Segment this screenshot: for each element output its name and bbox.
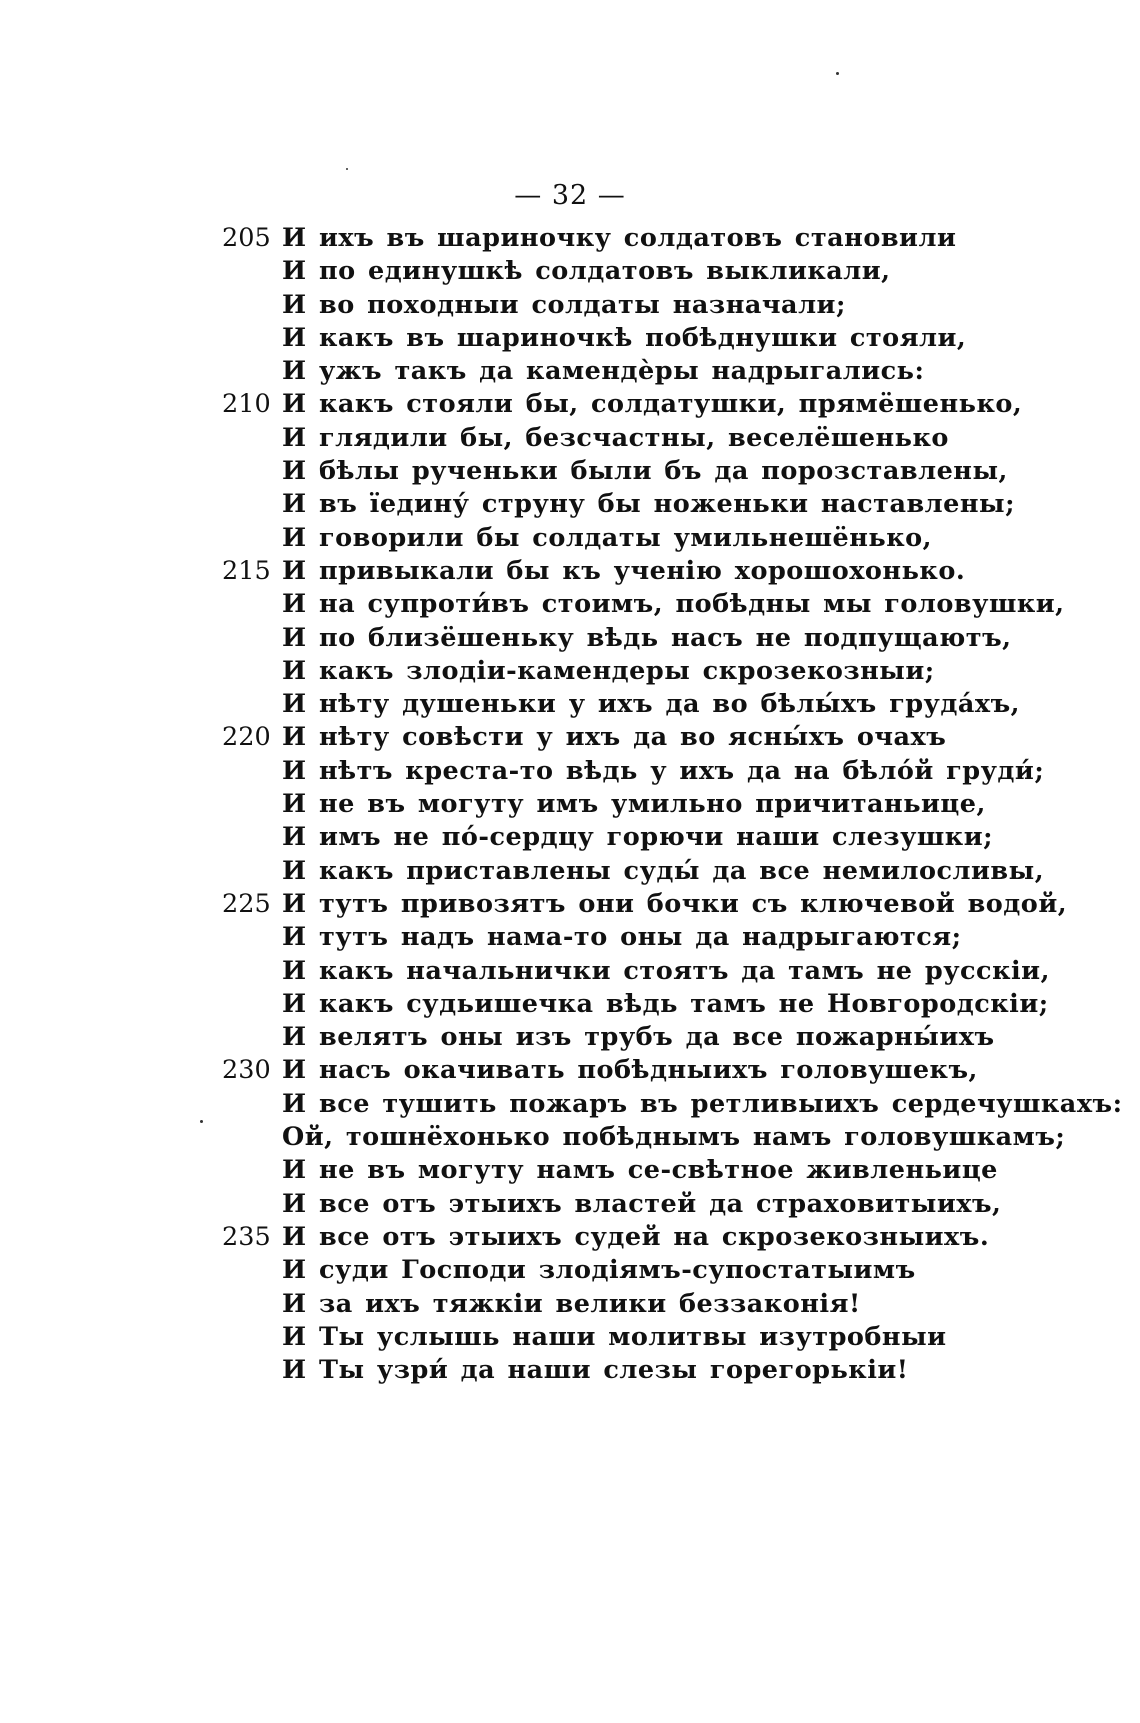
verse-line	[222, 1088, 1122, 1121]
verse-line	[222, 1354, 1122, 1387]
verse-text: И бѣлы рученьки были бъ да порозставлены,	[282, 456, 1008, 487]
verse-text: И все тушить пожаръ въ ретливыихъ сердечушкахъ:	[282, 1088, 1123, 1119]
verse-text: И тутъ привозятъ они бочки съ ключевой водой,	[282, 888, 1068, 919]
verse-text: И не въ могуту имъ умильно причитаньице,	[282, 789, 986, 820]
verse-line	[222, 855, 1122, 888]
verse-text: И имъ не по́-сердцу горючи наши слезушки;	[282, 822, 994, 853]
verse-text: И нѣтъ креста-то вѣдь у ихъ да на бѣло́й груди́;	[282, 755, 1045, 786]
verse-number: 215	[222, 555, 271, 586]
verse-text: И какъ злодіи-камендеры скрозекозныи;	[282, 655, 935, 686]
verse-line	[222, 588, 1122, 621]
verse-number: 220	[222, 722, 271, 753]
verse-line	[222, 921, 1122, 954]
verse-text: Ой, тошнёхонько побѣднымъ намъ головушкамъ;	[282, 1122, 1066, 1153]
verse-number: 235	[222, 1221, 271, 1252]
verse-line	[222, 955, 1122, 988]
verse-line	[222, 788, 1122, 821]
verse-text: И какъ судьишечка вѣдь тамъ не Новгородскіи;	[282, 988, 1049, 1019]
verse-line	[222, 422, 1122, 455]
verse-text: И на супроти́въ стоимъ, побѣдны мы головушки,	[282, 589, 1065, 620]
verse-text: И какъ стояли бы, солдатушки, прямёшенько,	[282, 389, 1023, 420]
verse-line	[222, 355, 1122, 388]
verse-line	[222, 821, 1122, 854]
verse-text: И за ихъ тяжкіи велики беззаконія!	[282, 1288, 861, 1319]
verse-text: И насъ окачивать побѣдныихъ головушекъ,	[282, 1055, 978, 1086]
verse-text: И какъ начальнички стоятъ да тамъ не русскіи,	[282, 955, 1050, 986]
verse-line	[222, 1121, 1122, 1154]
verse-number: 225	[222, 888, 271, 919]
verse-line	[222, 1154, 1122, 1187]
verse-line	[222, 1288, 1122, 1321]
verse-line	[222, 1321, 1122, 1354]
verse-text: И все отъ этыихъ властей да страховитыихъ,	[282, 1188, 1002, 1219]
verse-text: И не въ могуту намъ се-свѣтное живленьице	[282, 1155, 998, 1186]
verse-text: И нѣту совѣсти у ихъ да во ясны́хъ очахъ	[282, 722, 947, 753]
verse-number: 230	[222, 1055, 271, 1086]
poem-text	[222, 222, 1122, 1387]
verse-text: И велятъ оны изъ трубъ да все пожарны́ихъ	[282, 1022, 995, 1053]
verse-text: И нѣту душеньки у ихъ да во бѣлы́хъ груда́хъ,	[282, 689, 1021, 720]
page-number: — 32 —	[514, 180, 626, 211]
verse-line	[222, 655, 1122, 688]
verse-line	[222, 1254, 1122, 1287]
verse-text: И по единушкѣ солдатовъ выкликали,	[282, 256, 891, 287]
verse-line	[222, 1054, 1122, 1087]
verse-line	[222, 1221, 1122, 1254]
verse-line	[222, 522, 1122, 555]
verse-text: И во походныи солдаты назначали;	[282, 289, 846, 320]
verse-text: И тутъ надъ нама-то оны да надрыгаются;	[282, 922, 962, 953]
verse-line	[222, 755, 1122, 788]
verse-text: И говорили бы солдаты умильнешёнько,	[282, 522, 933, 553]
verse-text: И Ты услышь наши молитвы изутробныи	[282, 1321, 947, 1352]
verse-line	[222, 455, 1122, 488]
verse-number: 210	[222, 389, 271, 420]
verse-line	[222, 289, 1122, 322]
verse-line	[222, 988, 1122, 1021]
verse-line	[222, 721, 1122, 754]
verse-text: И суди Господи злодіямъ-супостатыимъ	[282, 1255, 916, 1286]
verse-text: И ужъ такъ да камендѐры надрыгались:	[282, 356, 925, 387]
verse-text: И глядили бы, безсчастны, веселёшенько	[282, 422, 949, 453]
verse-line	[222, 322, 1122, 355]
verse-line	[222, 555, 1122, 588]
verse-line	[222, 622, 1122, 655]
verse-line	[222, 388, 1122, 421]
verse-text: И ихъ въ шариночку солдатовъ становили	[282, 223, 957, 253]
verse-text: И какъ въ шариночкѣ побѣднушки стояли,	[282, 322, 967, 353]
verse-line	[222, 688, 1122, 721]
verse-text: И все отъ этыихъ судей на скрозекозныихъ.	[282, 1221, 990, 1252]
verse-line	[222, 222, 1122, 255]
print-speck	[346, 168, 348, 170]
print-speck	[836, 72, 839, 75]
verse-line	[222, 488, 1122, 521]
verse-text: И по близёшеньку вѣдь насъ не подпущаютъ,	[282, 622, 1012, 653]
print-speck	[200, 1120, 203, 1123]
verse-text: И Ты узри́ да наши слезы горегорькіи!	[282, 1355, 909, 1386]
verse-line	[222, 888, 1122, 921]
verse-text: И привыкали бы къ ученію хорошохонько.	[282, 555, 966, 586]
verse-number: 205	[222, 223, 271, 253]
verse-line	[222, 255, 1122, 288]
verse-text: И въ їедину́ струну бы ноженьки наставлены;	[282, 489, 1016, 520]
verse-text: И какъ приставлены суды́ да все немилосливы,	[282, 855, 1045, 886]
verse-line	[222, 1188, 1122, 1221]
verse-line	[222, 1021, 1122, 1054]
